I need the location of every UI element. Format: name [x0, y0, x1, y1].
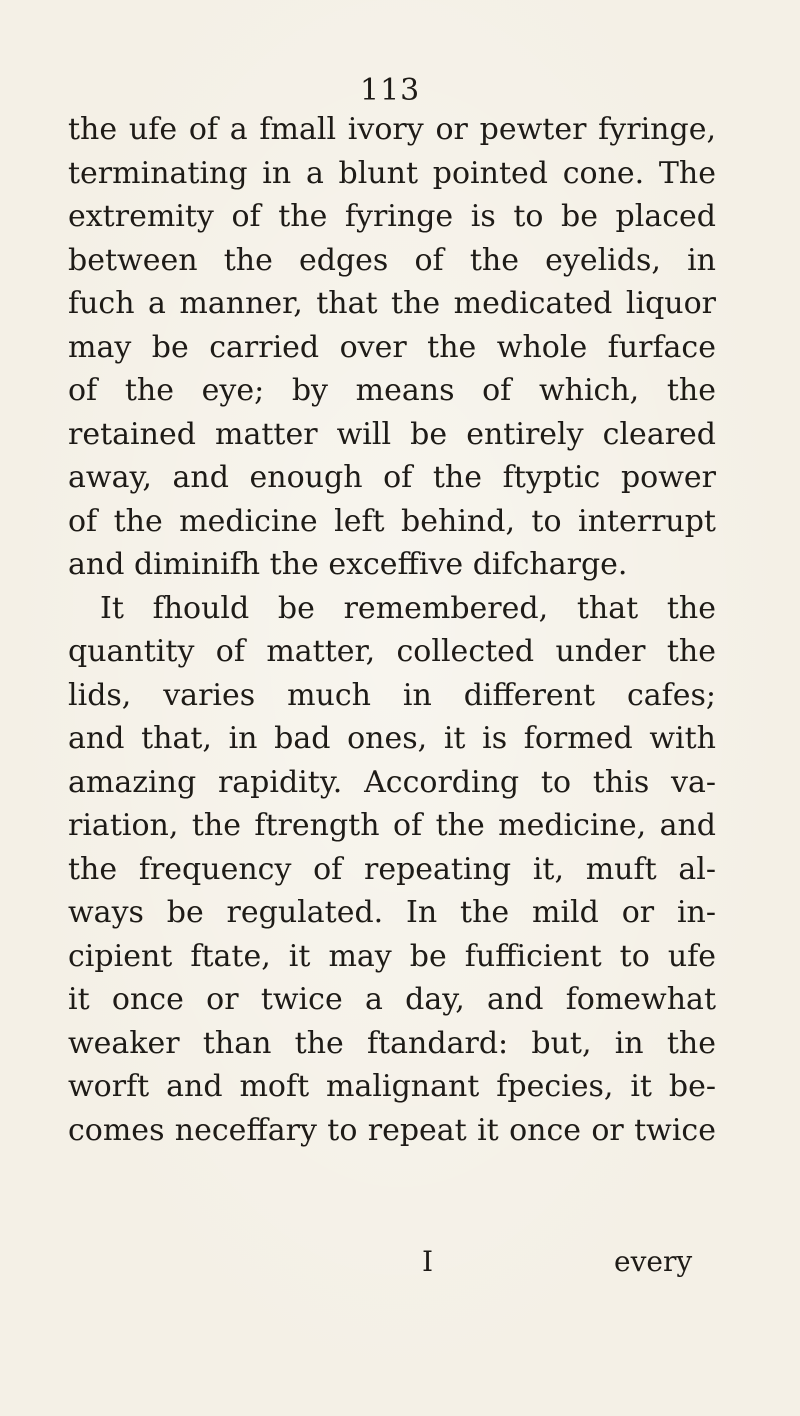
text-line: retained matter will be entirely cleared: [68, 416, 716, 452]
text-line: away, and enough of the ftyptic power: [68, 460, 716, 495]
catchword: every: [614, 1245, 693, 1278]
text-line: cipient ftate, it may be fufficient to ufe: [68, 938, 716, 974]
text-line: quantity of matter, collected under the: [68, 634, 716, 669]
text-line: of the eye; by means of which, the: [68, 373, 716, 408]
text-line: of the medicine left behind, to interrupt: [68, 503, 716, 539]
text-line: terminating in a blunt pointed cone. The: [68, 155, 716, 191]
text-line: fuch a manner, that the medicated liquor: [68, 286, 716, 321]
text-line: and that, in bad ones, it is formed with: [68, 721, 716, 756]
text-line: lids, varies much in different cafes;: [68, 677, 716, 713]
text-line: ways be regulated. In the mild or in-: [68, 895, 716, 930]
text-line: It fhould be remembered, that the: [100, 590, 716, 626]
page-footer: [0, 1240, 800, 1284]
text-line: between the edges of the eyelids, in: [68, 242, 716, 278]
body-text: [68, 108, 716, 1152]
text-line: the ufe of a fmall ivory or pewter fyringe,: [68, 112, 716, 147]
text-line: amazing rapidity. According to this va-: [68, 764, 716, 800]
text-line: may be carried over the whole furface: [68, 329, 716, 365]
text-line: and diminifh the exceffive difcharge.: [68, 547, 628, 582]
text-line: it once or twice a day, and fomewhat: [68, 982, 716, 1017]
text-line: extremity of the fyringe is to be placed: [68, 199, 716, 234]
signature-mark: I: [422, 1245, 434, 1278]
text-line: the frequency of repeating it, muft al-: [68, 851, 716, 887]
text-line: worft and moft malignant fpecies, it be-: [68, 1069, 716, 1104]
text-line: riation, the ftrength of the medicine, and: [68, 808, 716, 843]
page-number: 113: [360, 73, 421, 108]
text-line: weaker than the ftandard: but, in the: [68, 1025, 716, 1061]
text-line: comes neceffary to repeat it once or twice: [68, 1112, 716, 1148]
